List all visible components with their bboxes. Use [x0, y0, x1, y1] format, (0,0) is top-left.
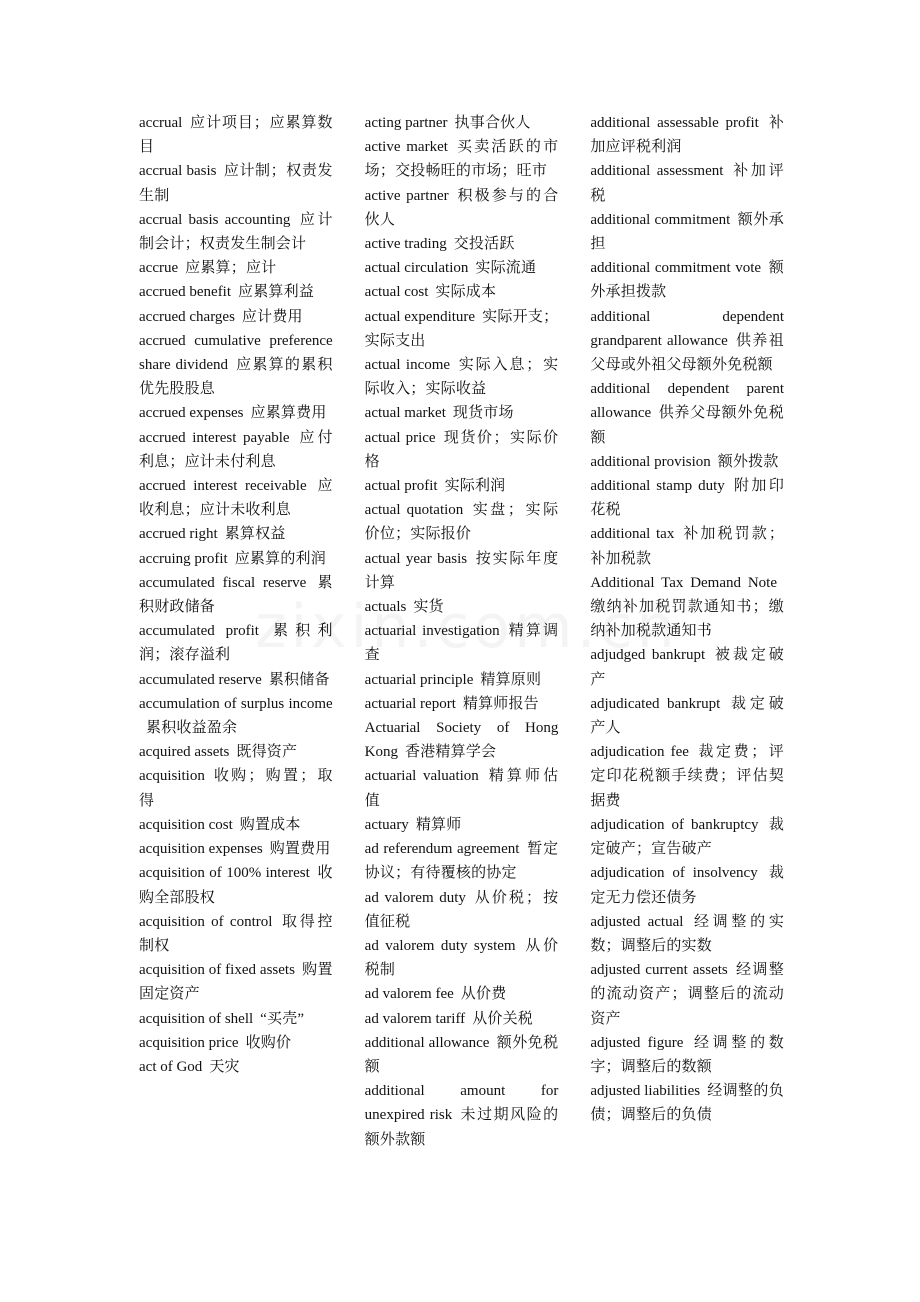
entry-definition: 经调整的负债；调整后的负债 — [590, 1083, 784, 1124]
entry-term: acquisition — [139, 768, 205, 785]
entry-term: actuarial principle — [364, 671, 474, 688]
glossary-entry — [365, 184, 559, 232]
entry-definition: 收购全部股权 — [139, 865, 333, 906]
glossary-entry — [139, 208, 333, 256]
entry-term: adjusted liabilities — [590, 1083, 701, 1100]
entry-definition: 经调整的数字；调整后的数额 — [590, 1034, 785, 1075]
glossary-entry — [365, 886, 559, 934]
entry-term: actuary — [364, 816, 409, 833]
glossary-entry — [365, 934, 559, 982]
entry-term: accruing profit — [139, 550, 228, 567]
glossary-entry — [590, 692, 784, 740]
glossary-entry — [139, 764, 333, 812]
glossary-entry — [590, 1031, 784, 1079]
entry-term: accumulated reserve — [139, 671, 262, 688]
entry-definition: 裁定无力偿还债务 — [590, 865, 785, 906]
glossary-entry — [365, 716, 559, 764]
entry-term: accumulated fiscal reserve — [139, 574, 307, 591]
entry-definition: 现货价；实际价格 — [364, 429, 559, 470]
entry-definition: 从价税；按值征税 — [364, 889, 559, 930]
entry-definition: 购置费用 — [269, 841, 331, 858]
entry-definition: 从价关税 — [472, 1010, 533, 1027]
glossary-entry — [590, 910, 784, 958]
glossary-entry — [365, 305, 559, 353]
glossary-entry — [590, 377, 784, 450]
entry-definition: 应累算的累积优先股股息 — [139, 357, 333, 398]
glossary-entry — [365, 474, 559, 498]
entry-term: accrual — [139, 115, 183, 131]
glossary-entry — [365, 764, 559, 812]
entry-definition: 补加应评税利润 — [590, 115, 785, 156]
entry-term: actual profit — [364, 478, 438, 495]
glossary-entry — [590, 111, 784, 159]
glossary-entry — [590, 474, 784, 522]
glossary-entry — [590, 256, 784, 304]
entry-term: actual quotation — [364, 502, 464, 519]
glossary-entry — [139, 740, 333, 764]
entry-definition: 精算师报告 — [462, 695, 539, 712]
entry-term: accrued benefit — [139, 284, 232, 301]
glossary-entry — [590, 571, 784, 644]
entry-term: ad referendum agreement — [364, 841, 520, 858]
entry-term: additional stamp duty — [590, 478, 725, 495]
glossary-entry — [139, 329, 333, 402]
entry-definition: 应计制；权责发生制 — [139, 163, 333, 204]
glossary-entry — [365, 1007, 559, 1031]
glossary-entry — [139, 813, 333, 837]
glossary-column-2 — [365, 111, 559, 1152]
entry-term: accrue — [139, 260, 179, 277]
entry-term: actual cost — [364, 284, 429, 301]
entry-definition: 取得控制权 — [139, 913, 333, 954]
entry-definition: 被裁定破产 — [590, 647, 785, 688]
glossary-entry — [139, 837, 333, 861]
glossary-column-1 — [139, 111, 333, 1152]
entry-definition: 从价税制 — [364, 937, 559, 979]
entry-definition: 实盘；实际价位；实际报价 — [364, 502, 559, 543]
glossary-entry — [365, 256, 559, 280]
glossary-entry — [139, 401, 333, 425]
entry-definition: 累积收益盈余 — [146, 720, 238, 737]
glossary-entry — [139, 910, 333, 958]
entry-term: actuarial report — [364, 695, 456, 712]
entry-term: adjudication of bankruptcy — [590, 816, 759, 833]
entry-definition: 供养父母额外免税额 — [590, 405, 785, 446]
glossary-entry — [590, 643, 784, 691]
glossary-entry — [139, 111, 333, 159]
glossary-column-3 — [590, 111, 784, 1152]
entry-term: adjudication fee — [590, 744, 689, 761]
glossary-entry — [590, 450, 784, 474]
glossary-entry — [365, 668, 559, 692]
glossary-entry — [590, 305, 784, 378]
entry-definition: 应计费用 — [241, 308, 303, 325]
glossary-entry — [365, 837, 559, 885]
glossary-entry — [139, 668, 333, 692]
entry-definition: 补加税罚款；补加税款 — [590, 526, 785, 567]
entry-term: accrued expenses — [139, 405, 244, 422]
entry-definition: 裁定破产人 — [590, 695, 784, 737]
glossary-page — [139, 111, 784, 1152]
entry-definition: 实际利润 — [444, 478, 506, 495]
glossary-entry — [139, 1055, 333, 1079]
entry-term: ad valorem duty — [364, 889, 466, 906]
entry-definition: 精算调查 — [364, 623, 559, 664]
entry-term: accumulation of surplus income — [139, 695, 333, 712]
entry-term: acting partner — [364, 115, 448, 131]
glossary-entry — [139, 159, 333, 207]
entry-term: accrual basis — [139, 163, 217, 180]
glossary-entry — [139, 619, 333, 667]
glossary-entry — [590, 159, 784, 207]
entry-term: adjudged bankrupt — [590, 647, 706, 664]
entry-definition: 累积利润；滚存溢利 — [139, 623, 333, 664]
entry-definition: 既得资产 — [236, 744, 298, 761]
glossary-entry — [139, 280, 333, 304]
glossary-entry — [365, 813, 559, 837]
entry-definition: 补加评税 — [590, 163, 784, 204]
entry-term: ad valorem tariff — [364, 1010, 466, 1027]
entry-definition: 额外承担 — [590, 211, 785, 253]
glossary-entry — [365, 498, 559, 546]
entry-definition: “买壳” — [260, 1010, 305, 1027]
entry-definition: 执事合伙人 — [454, 115, 531, 131]
entry-term: accrual basis accounting — [139, 211, 291, 228]
glossary-entry — [590, 522, 784, 570]
glossary-entry — [365, 426, 559, 474]
entry-definition: 交投活跃 — [453, 236, 515, 253]
entry-definition: 暂定协议；有待覆核的协定 — [364, 841, 559, 882]
entry-term: actual market — [364, 405, 446, 422]
entry-term: additional dependent grandparent allowance — [590, 308, 785, 349]
entry-definition: 经调整的实数；调整后的实数 — [590, 913, 785, 954]
entry-definition: 应累算费用 — [250, 405, 327, 422]
entry-term: active partner — [364, 187, 449, 204]
entry-definition: 应收利息；应计未收利息 — [139, 478, 333, 519]
entry-term: accrued right — [139, 526, 218, 543]
glossary-entry — [139, 571, 333, 619]
entry-definition: 缴纳补加税罚款通知书；缴纳补加税款通知书 — [590, 599, 785, 640]
glossary-entry — [590, 958, 784, 1031]
entry-term: accumulated profit — [139, 623, 259, 640]
entry-term: Actuarial Society of Hong Kong — [364, 720, 559, 761]
entry-definition: 天灾 — [209, 1058, 240, 1075]
glossary-entry — [139, 256, 333, 280]
entry-term: accrued cumulative preference share dividend — [139, 332, 333, 374]
entry-term: acquisition expenses — [139, 841, 263, 858]
entry-term: additional amount for unexpired risk — [364, 1083, 559, 1124]
entry-definition: 精算师 — [415, 816, 462, 833]
entry-definition: 应累算；应计 — [185, 260, 277, 277]
entry-definition: 按实际年度计算 — [364, 550, 559, 591]
entry-definition: 应计制会计；权责发生制会计 — [139, 211, 333, 253]
glossary-entry — [590, 1079, 784, 1127]
entry-definition: 额外承担拨款 — [590, 260, 785, 301]
glossary-entry — [590, 208, 784, 256]
entry-term: additional dependent parent allowance — [590, 381, 785, 422]
glossary-entry — [365, 280, 559, 304]
entry-term: adjudicated bankrupt — [590, 695, 721, 712]
glossary-entry — [365, 619, 559, 667]
glossary-entry — [365, 401, 559, 425]
entry-definition: 额外免税额 — [364, 1034, 559, 1075]
glossary-entry — [590, 861, 784, 909]
entry-definition: 应付利息；应计未付利息 — [139, 429, 333, 470]
glossary-entry — [365, 111, 559, 135]
entry-definition: 未过期风险的额外款额 — [364, 1107, 559, 1148]
entry-term: actual year basis — [364, 550, 468, 567]
glossary-entry — [139, 958, 333, 1006]
entry-term: ad valorem duty system — [364, 937, 516, 954]
entry-definition: 从价费 — [460, 986, 507, 1003]
entry-definition: 供养祖父母或外祖父母额外免税额 — [590, 332, 785, 374]
glossary-entry — [365, 982, 559, 1006]
entry-definition: 精算原则 — [480, 671, 542, 688]
glossary-entry — [365, 547, 559, 595]
glossary-entry — [365, 1079, 559, 1152]
entry-term: additional tax — [590, 526, 675, 543]
entry-term: additional assessable profit — [590, 115, 759, 131]
entry-definition: 实际入息；实际收入；实际收益 — [364, 357, 559, 398]
entry-term: acquisition cost — [139, 816, 233, 833]
entry-term: accrued interest receivable — [139, 478, 307, 495]
entry-definition: 香港精算学会 — [405, 744, 497, 761]
glossary-entry — [139, 474, 333, 522]
entry-definition: 收购；购置；取得 — [139, 768, 333, 809]
glossary-entry — [139, 1031, 333, 1055]
entry-definition: 累积储备 — [268, 671, 330, 688]
glossary-entry — [139, 1007, 333, 1031]
entry-definition: 应累算的利润 — [234, 550, 326, 567]
entry-term: actual income — [364, 357, 451, 374]
glossary-entry — [365, 135, 559, 183]
entry-term: actuarial investigation — [364, 623, 500, 640]
entry-term: adjusted actual — [590, 913, 684, 930]
glossary-entry — [590, 813, 784, 861]
entry-term: adjusted figure — [590, 1034, 684, 1051]
glossary-entry — [365, 692, 559, 716]
entry-term: active trading — [364, 236, 447, 253]
entry-term: acquisition of 100% interest — [139, 865, 310, 882]
entry-term: additional commitment — [590, 211, 731, 228]
glossary-entry — [365, 353, 559, 401]
entry-definition: 实际流通 — [475, 260, 537, 277]
entry-definition: 实际成本 — [435, 284, 497, 301]
entry-term: actual circulation — [364, 260, 469, 277]
entry-term: act of God — [139, 1058, 203, 1075]
entry-definition: 经调整的流动资产；调整后的流动资产 — [590, 962, 785, 1027]
entry-definition: 应累算利益 — [238, 284, 315, 301]
entry-term: additional assessment — [590, 163, 724, 180]
glossary-entry — [139, 692, 333, 740]
glossary-entry — [139, 426, 333, 474]
entry-definition: 累算权益 — [224, 526, 286, 543]
entry-term: accrued charges — [139, 308, 235, 325]
entry-term: acquisition of fixed assets — [139, 962, 295, 979]
glossary-entry — [365, 1031, 559, 1079]
entry-term: ad valorem fee — [364, 986, 454, 1003]
entry-definition: 买卖活跃的市场；交投畅旺的市场；旺市 — [364, 139, 559, 180]
glossary-entry — [139, 547, 333, 571]
entry-definition: 积极参与的合伙人 — [364, 187, 559, 228]
entry-term: additional provision — [590, 453, 711, 470]
entry-term: acquisition of control — [139, 913, 273, 930]
entry-term: adjudication of insolvency — [590, 865, 758, 882]
glossary-entry — [365, 232, 559, 256]
glossary-entry — [365, 595, 559, 619]
entry-definition: 额外拨款 — [717, 453, 779, 470]
entry-term: actuarial valuation — [364, 768, 479, 785]
entry-term: acquired assets — [139, 744, 230, 761]
entry-term: additional allowance — [364, 1034, 490, 1051]
glossary-entry — [139, 861, 333, 909]
entry-term: adjusted current assets — [590, 962, 728, 979]
entry-definition: 精算师估值 — [364, 768, 559, 809]
entry-term: Additional Tax Demand Note — [590, 574, 778, 591]
entry-definition: 收购价 — [245, 1034, 292, 1051]
entry-term: actual expenditure — [364, 308, 476, 325]
entry-definition: 附加印花税 — [590, 478, 785, 519]
entry-term: additional commitment vote — [590, 260, 762, 277]
glossary-entry — [139, 522, 333, 546]
entry-term: acquisition of shell — [139, 1010, 254, 1027]
entry-definition: 裁定破产；宣告破产 — [590, 816, 785, 858]
entry-definition: 裁定费；评定印花税额手续费；评估契据费 — [590, 744, 785, 809]
entry-definition: 现货市场 — [452, 405, 514, 422]
entry-term: accrued interest payable — [139, 429, 290, 446]
entry-term: actuals — [364, 599, 407, 616]
entry-definition: 累积财政储备 — [139, 574, 333, 616]
entry-definition: 购置成本 — [239, 816, 301, 833]
entry-term: actual price — [364, 429, 436, 446]
entry-term: acquisition price — [139, 1034, 239, 1051]
entry-definition: 实际开支；实际支出 — [364, 308, 559, 349]
entry-definition: 购置固定资产 — [139, 962, 333, 1003]
glossary-entry — [590, 740, 784, 813]
entry-definition: 实货 — [413, 599, 444, 616]
glossary-entry — [139, 305, 333, 329]
entry-definition: 应计项目；应累算数目 — [139, 115, 333, 156]
entry-term: active market — [364, 139, 448, 156]
